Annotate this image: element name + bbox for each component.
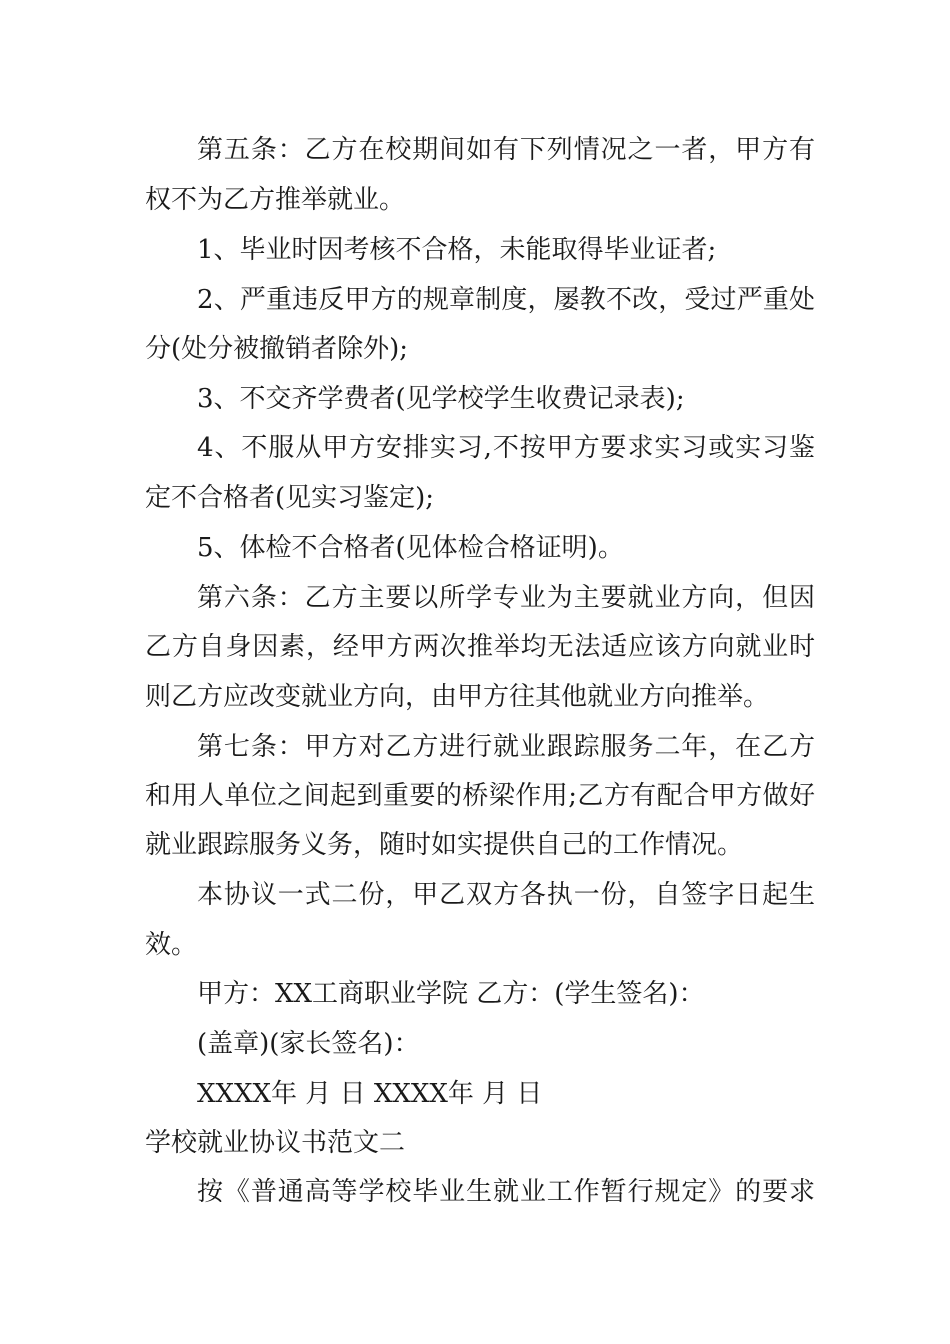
article-5-line-1: 第五条：乙方在校期间如有下列情况之一者，甲方有 — [197, 135, 815, 165]
signature-dates-line: XXXX年 月 日 XXXX年 月 日 — [197, 1079, 543, 1109]
article-7-line-3: 就业跟踪服务义务，随时如实提供自己的工作情况。 — [145, 830, 744, 860]
article-6-line-1: 第六条：乙方主要以所学专业为主要就业方向，但因 — [197, 583, 815, 613]
section-heading: 学校就业协议书范文二 — [145, 1128, 406, 1158]
item-4-line-1: 4、不服从甲方安排实习,不按甲方要求实习或实习鉴 — [197, 433, 815, 463]
article-7-line-1: 第七条：甲方对乙方进行就业跟踪服务二年，在乙方 — [197, 732, 815, 762]
agreement-copies-line-1: 本协议一式二份，甲乙双方各执一份，自签字日起生 — [197, 880, 815, 910]
item-3-line: 3、不交齐学费者(见学校学生收费记录表); — [197, 384, 685, 414]
article-6-line-2: 乙方自身因素，经甲方两次推举均无法适应该方向就业时 — [145, 632, 815, 662]
seal-parent-signature-line: (盖章)(家长签名)： — [197, 1029, 420, 1059]
item-4-line-2: 定不合格者(见实习鉴定); — [145, 483, 435, 513]
item-1-line: 1、毕业时因考核不合格，未能取得毕业证者; — [197, 235, 717, 265]
item-2-line-1: 2、严重违反甲方的规章制度，屡教不改，受过严重处 — [197, 285, 815, 315]
agreement-copies-line-2: 效。 — [145, 930, 198, 960]
item-2-line-2: 分(处分被撤销者除外); — [145, 334, 409, 364]
party-signatures-line: 甲方：XX工商职业学院 乙方：(学生签名)： — [197, 979, 705, 1009]
article-5-line-2: 权不为乙方推举就业。 — [145, 185, 406, 215]
item-5-line: 5、体检不合格者(见体检合格证明)。 — [197, 533, 624, 563]
section-2-first-line: 按《普通高等学校毕业生就业工作暂行规定》的要求 — [197, 1177, 815, 1207]
article-7-line-2: 和用人单位之间起到重要的桥梁作用;乙方有配合甲方做好 — [145, 781, 815, 811]
article-6-line-3: 则乙方应改变就业方向，由甲方往其他就业方向推举。 — [145, 682, 770, 712]
